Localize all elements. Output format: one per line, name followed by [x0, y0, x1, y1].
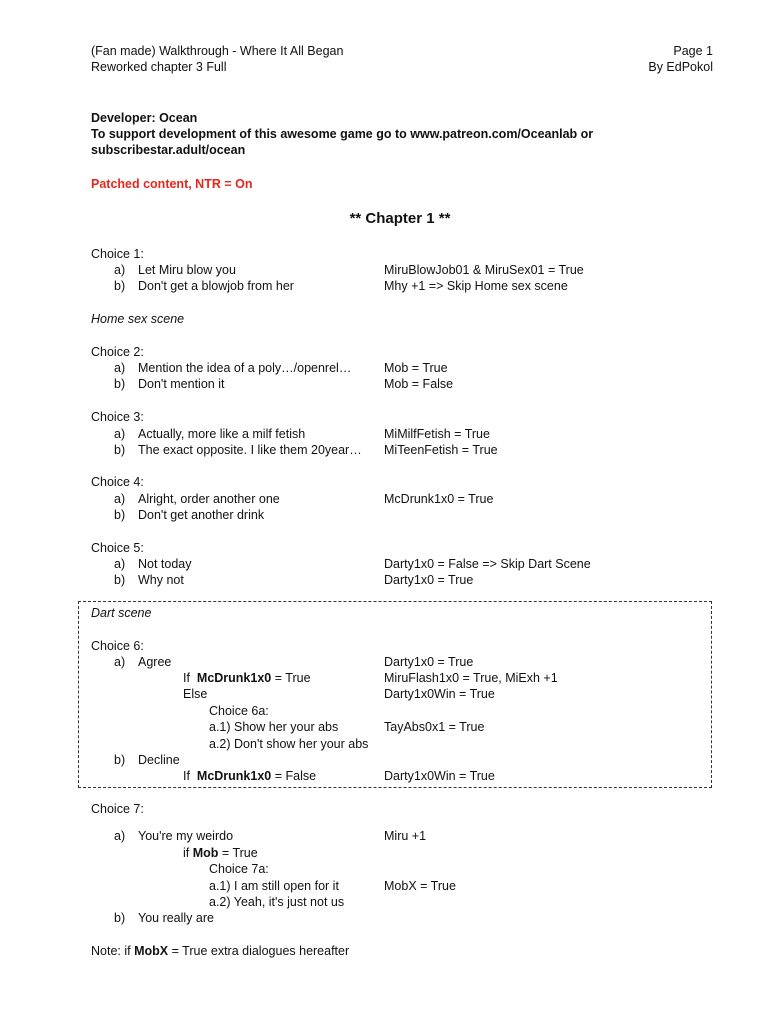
choice-2-effect-a: Mob = True [384, 361, 448, 375]
condition-keyword: If [183, 769, 190, 783]
choice-4-title: Choice 4: [91, 475, 144, 489]
scene-label-dart: Dart scene [91, 606, 152, 620]
choice-2-option-b: Don't mention it [138, 377, 225, 391]
condition-variable: Mob [192, 846, 219, 860]
condition-value: = True [274, 671, 311, 685]
choice-3-option-a: Actually, more like a milf fetish [138, 427, 306, 441]
document-title: (Fan made) Walkthrough - Where It All Began [91, 44, 344, 58]
else-keyword: Else [183, 687, 208, 701]
choice-4-option-a: Alright, order another one [138, 492, 280, 506]
choice-6-option-a: Agree [138, 655, 172, 669]
choice-7-effect-a: Miru +1 [384, 829, 427, 843]
choice-6a-effect-1: TayAbs0x1 = True [384, 720, 485, 734]
choice-7a-effect-1: MobX = True [384, 879, 456, 893]
choice-1-effect-a: MiruBlowJob01 & MiruSex01 = True [384, 263, 584, 277]
choice-1-option-a: Let Miru blow you [138, 263, 236, 277]
choice-6a-title: Choice 6a: [209, 704, 269, 718]
choice-7-option-a: You're my weirdo [138, 829, 234, 843]
choice-6-title: Choice 6: [91, 639, 144, 653]
option-marker: b) [114, 279, 126, 293]
document-subtitle: Reworked chapter 3 Full [91, 60, 227, 74]
choice-6a-option-1: a.1) Show her your abs [209, 720, 339, 734]
condition-variable: McDrunk1x0 [196, 671, 272, 685]
developer-line: Developer: Ocean [91, 111, 198, 125]
option-marker: a) [114, 361, 126, 375]
note-variable: MobX [134, 944, 169, 958]
choice-5-effect-b: Darty1x0 = True [384, 573, 474, 587]
condition-keyword: if [183, 846, 190, 860]
option-marker: b) [114, 911, 126, 925]
option-marker: a) [114, 427, 126, 441]
chapter-heading: ** Chapter 1 ** [349, 210, 451, 227]
option-marker: a) [114, 655, 126, 669]
condition-variable: McDrunk1x0 [196, 769, 272, 783]
author: By EdPokol [648, 60, 713, 74]
choice-6a-option-2: a.2) Don't show her your abs [209, 737, 369, 751]
option-marker: a) [114, 829, 126, 843]
option-marker: a) [114, 263, 126, 277]
choice-7a-title: Choice 7a: [209, 862, 269, 876]
support-line-1: To support development of this awesome game go to www.patreon.com/Oceanlab or [91, 127, 594, 141]
support-line-2: subscribestar.adult/ocean [91, 143, 246, 157]
option-marker: a) [114, 557, 126, 571]
footnote [91, 943, 349, 959]
condition-line [183, 768, 316, 784]
choice-5-effect-a: Darty1x0 = False => Skip Dart Scene [384, 557, 591, 571]
option-marker: b) [114, 377, 126, 391]
else-effect: Darty1x0Win = True [384, 687, 495, 701]
choice-6-effect-a: Darty1x0 = True [384, 655, 474, 669]
choice-5-option-a: Not today [138, 557, 192, 571]
choice-1-title: Choice 1: [91, 247, 144, 261]
condition-effect: MiruFlash1x0 = True, MiExh +1 [384, 671, 558, 685]
condition-value: = False [274, 769, 317, 783]
condition-line [183, 845, 258, 861]
note-suffix: = True extra dialogues hereafter [171, 944, 350, 958]
choice-2-option-a: Mention the idea of a poly…/openrel… [138, 361, 352, 375]
option-marker: b) [114, 573, 126, 587]
choice-6-option-b: Decline [138, 753, 180, 767]
choice-3-effect-b: MiTeenFetish = True [384, 443, 498, 457]
patched-content-notice: Patched content, NTR = On [91, 177, 253, 191]
option-marker: a) [114, 492, 126, 506]
option-marker: b) [114, 753, 126, 767]
condition-line [183, 670, 311, 686]
choice-7a-option-2: a.2) Yeah, it's just not us [209, 895, 345, 909]
choice-2-effect-b: Mob = False [384, 377, 454, 391]
choice-4-effect-a: McDrunk1x0 = True [384, 492, 494, 506]
choice-7a-option-1: a.1) I am still open for it [209, 879, 339, 893]
option-marker: b) [114, 443, 126, 457]
choice-4-option-b: Don't get another drink [138, 508, 265, 522]
choice-1-effect-b: Mhy +1 => Skip Home sex scene [384, 279, 568, 293]
choice-3-effect-a: MiMilfFetish = True [384, 427, 490, 441]
scene-label-home: Home sex scene [91, 312, 185, 326]
condition-effect: Darty1x0Win = True [384, 769, 495, 783]
choice-1-option-b: Don't get a blowjob from her [138, 279, 294, 293]
choice-5-option-b: Why not [138, 573, 184, 587]
condition-value: = True [221, 846, 258, 860]
option-marker: b) [114, 508, 126, 522]
choice-2-title: Choice 2: [91, 345, 144, 359]
choice-3-title: Choice 3: [91, 410, 144, 424]
choice-7-option-b: You really are [138, 911, 214, 925]
condition-keyword: If [183, 671, 190, 685]
choice-5-title: Choice 5: [91, 541, 144, 555]
choice-7-title: Choice 7: [91, 802, 144, 816]
note-prefix: Note: if [91, 944, 131, 958]
choice-3-option-b: The exact opposite. I like them 20year… [138, 443, 362, 457]
page-number: Page 1 [673, 44, 713, 58]
